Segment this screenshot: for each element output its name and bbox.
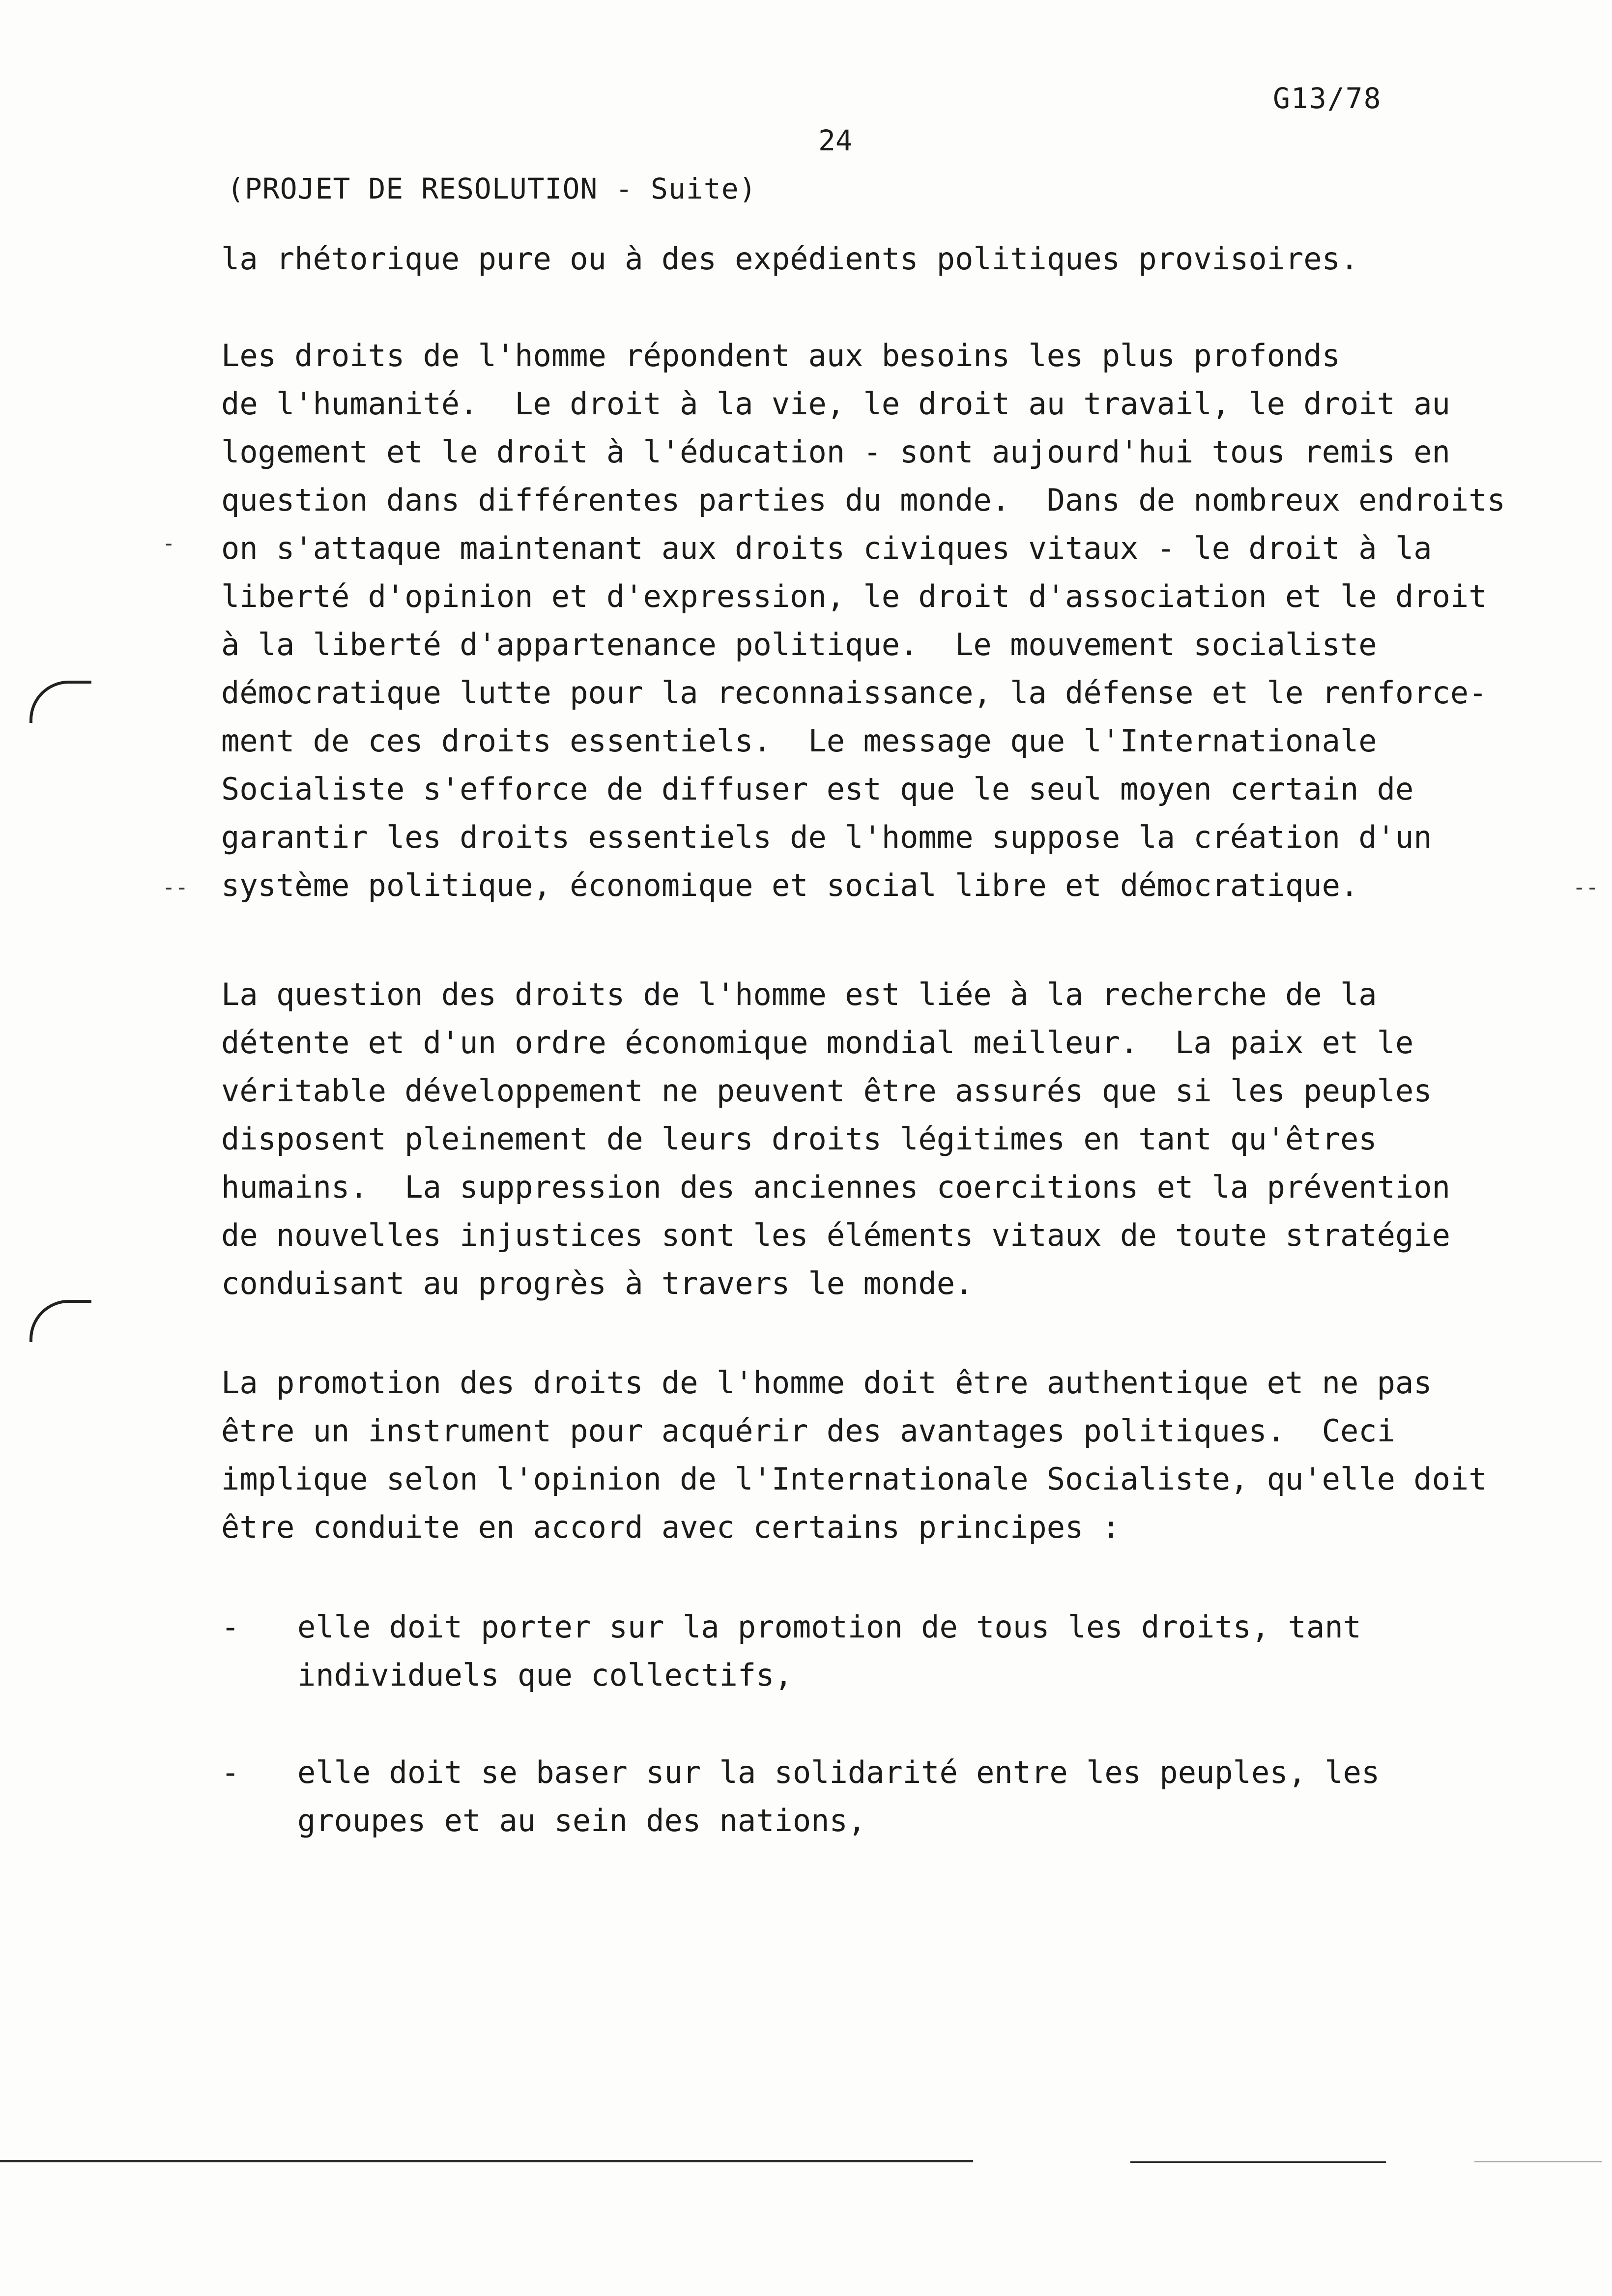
text-line: système politique, économique et social libre et démocratique. <box>221 867 1359 903</box>
text-line: à la liberté d'appartenance politique. Le mouvement socialiste <box>221 627 1377 662</box>
bottom-rule-faint <box>1474 2161 1602 2162</box>
text-line: garantir les droits essentiels de l'homme suppose la création d'un <box>221 819 1432 855</box>
paragraph-human-rights-needs <box>221 332 1607 910</box>
margin-speck: - <box>162 531 175 556</box>
section-header: (PROJET DE RESOLUTION - Suite) <box>227 172 757 205</box>
text-line: ment de ces droits essentiels. Le message que l'Internationale <box>221 723 1377 759</box>
text-line: Socialiste s'efforce de diffuser est que le seul moyen certain de <box>221 771 1414 807</box>
text-line: démocratique lutte pour la reconnaissance, la défense et le renforce- <box>221 675 1487 711</box>
text-line: elle doit se baser sur la solidarité entre les peuples, les <box>297 1754 1380 1790</box>
text-line: question dans différentes parties du monde. Dans de nombreux endroits <box>221 482 1505 518</box>
text-line: de l'humanité. Le droit à la vie, le droit au travail, le droit au <box>221 386 1450 422</box>
margin-speck: -- <box>162 875 188 900</box>
text-line: Les droits de l'homme répondent aux besoins les plus profonds <box>221 338 1340 373</box>
bullet-marker: - <box>221 1609 240 1645</box>
text-line: détente et d'un ordre économique mondial meilleur. La paix et le <box>221 1025 1414 1061</box>
bottom-rule-faint <box>1130 2161 1386 2163</box>
text-line: conduisant au progrès à travers le monde. <box>221 1265 974 1301</box>
document-reference: G13/78 <box>1273 82 1382 115</box>
text-line: La promotion des droits de l'homme doit être authentique et ne pas <box>221 1365 1432 1401</box>
margin-speck: -- <box>1573 875 1599 900</box>
punch-hole-mark <box>29 681 91 723</box>
punch-hole-mark <box>29 1300 91 1342</box>
bullet-text <box>297 1603 1361 1699</box>
text-line: véritable développement ne peuvent être assurés que si les peuples <box>221 1073 1432 1109</box>
text-line: humains. La suppression des anciennes coercitions et la prévention <box>221 1169 1450 1205</box>
text-line: être un instrument pour acquérir des avantages politiques. Ceci <box>221 1413 1395 1449</box>
bullet-marker: - <box>221 1754 240 1790</box>
text-line: on s'attaque maintenant aux droits civiques vitaux - le droit à la <box>221 530 1432 566</box>
text-line: logement et le droit à l'éducation - sont aujourd'hui tous remis en <box>221 434 1450 470</box>
text-line: disposent pleinement de leurs droits légitimes en tant qu'êtres <box>221 1121 1377 1157</box>
text-line: elle doit porter sur la promotion de tous les droits, tant <box>297 1609 1361 1645</box>
text-line: liberté d'opinion et d'expression, le droit d'association et le droit <box>221 578 1487 614</box>
text-line: implique selon l'opinion de l'Internationale Socialiste, qu'elle doit <box>221 1461 1487 1497</box>
text-line: individuels que collectifs, <box>297 1657 793 1693</box>
text-line: La question des droits de l'homme est liée à la recherche de la <box>221 976 1377 1012</box>
paragraph-detente <box>221 971 1607 1308</box>
paragraph-continuation <box>221 235 1607 283</box>
bullet-text <box>297 1749 1380 1845</box>
text-line: la rhétorique pure ou à des expédients politiques provisoires. <box>221 241 1359 277</box>
bottom-rule <box>0 2160 973 2162</box>
text-line: de nouvelles injustices sont les éléments vitaux de toute stratégie <box>221 1217 1450 1253</box>
text-line: être conduite en accord avec certains principes : <box>221 1509 1121 1545</box>
paragraph-promotion <box>221 1359 1607 1551</box>
text-line: groupes et au sein des nations, <box>297 1803 866 1838</box>
page-number: 24 <box>818 124 853 157</box>
